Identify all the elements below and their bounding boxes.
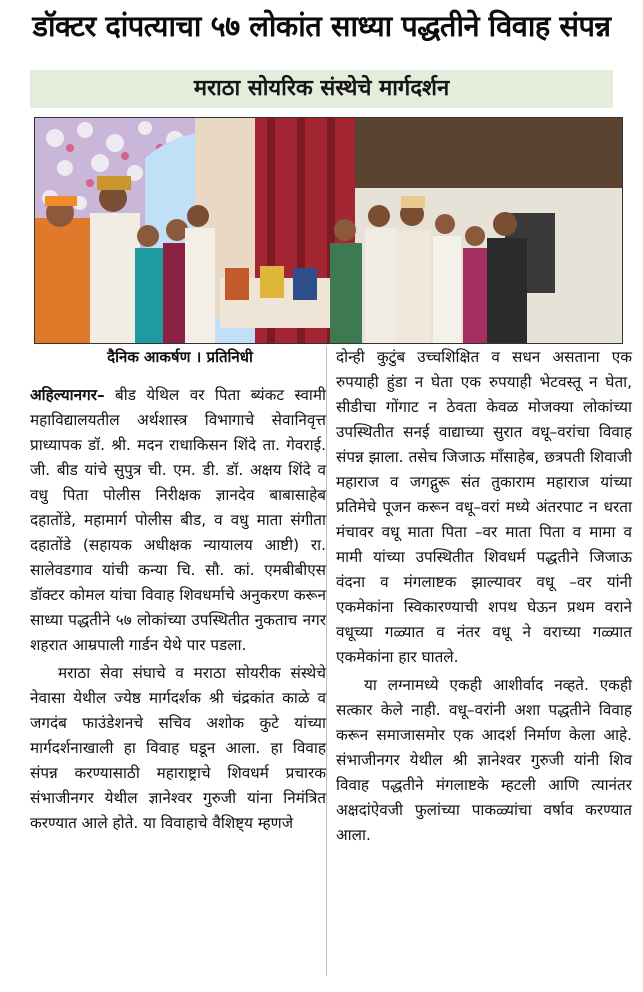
article-paragraph xyxy=(30,383,326,658)
article-column-left xyxy=(30,383,326,839)
dateline: अहिल्यानगर– xyxy=(30,386,105,404)
article-paragraph: मराठा सेवा संघाचे व मराठा सोयरीक संस्थेचे नेवासा येथील ज्येष्ठ मार्गदर्शक श्री चंद्रकांत काळे व जगदंब फाउंडेशनचे सचिव अशोक कुटे यांच्या मार्गदर्शनाखाली हा विवाह घडून आला. हा विवाह संपन्न करण्यासाठी महाराष्ट्राचे शिवधर्म प्रचारक संभाजीनगर येथील ज्ञानेश्वर गुरुजी यांना निमंत्रित करण्यात आले होते. या विवाहाचे वैशिष्ट्य म्हणजे xyxy=(30,664,326,832)
byline: दैनिक आकर्षण । प्रतिनिधी xyxy=(107,348,253,366)
article-paragraph: दोन्ही कुटुंब उच्चशिक्षित व सधन असताना एक रुपयाही हुंडा न घेता एक रुपयाही भेटवस्तू न घेता, सीडीचा गोंगाट न ठेवता केवळ मोजक्या लोकांच्या उपस्थितीत सनई वाद्याच्या सुरात वधू–वरांचा विवाह संपन्न झाला. तसेच जिजाऊ माँसाहेब, छत्रपती शिवाजी महाराज व जगद्गुरू संत तुकाराम महाराज यांच्या प्रतिमेचे पूजन करून वधू–वरां मध्ये अंतरपाट न धरता मंचावर वधू माता पिता –वर माता पिता व मामा व मामी यांच्या उपस्थितीत शिवधर्म पद्धतीने जिजाऊ वंदना व मंगलाष्टक झाल्यावर वधू –वर यांनी एकमेकांना स्विकारण्याची शपथ घेऊन प्रथम वराने वधूच्या गळ्यात व नंतर वधू ने वराच्या गळ्यात एकमेकांना हार घातले. xyxy=(336,348,632,666)
wedding-photo xyxy=(34,117,623,344)
column-divider xyxy=(326,346,327,976)
headline: डॉक्टर दांपत्याचा ५७ लोकांत साध्या पद्धतीने विवाह संपन्न xyxy=(32,9,611,43)
article-column-right xyxy=(336,345,632,851)
article-paragraph: या लग्नामध्ये एकही आशीर्वाद नव्हते. एकही सत्कार केले नाही. वधू–वरांनी अशा पद्धतीने विवाह करून समाजासमोर एक आदर्श निर्माण केला आहे. संभाजीनगर येथील श्री ज्ञानेश्वर गुरुजी यांनी शिव विवाह पद्धतीने मंगलाष्टके म्हटली आणि त्यानंतर अक्षदांऐवजी फुलांच्या पाकळ्यांचा वर्षाव करण्यात आला. xyxy=(336,676,632,844)
subheadline: मराठा सोयरिक संस्थेचे मार्गदर्शन xyxy=(30,70,613,108)
article-text: बीड येथिल वर पिता ब्यंकट स्वामी महाविद्यालयतील अर्थशास्त्र विभागाचे सेवानिवृत्त प्राध्यापक डॉ. श्री. मदन राधाकिसन शिंदे ता. गेवराई. जी. बीड यांचे सुपुत्र ची. एम. डी. डॉ. अक्षय शिंदे व वधु पिता पोलीस निरीक्षक ज्ञानदेव बाबासाहेब दहातोंडे, महामार्ग पोलीस बीड, व वधु माता संगीता दहातोंडे (सहायक अधीक्षक न्यायालय आष्टी) रा. सालेवडगाव यांची कन्या चि. सौ. कां. एमबीबीएस डॉक्टर कोमल यांचा विवाह शिवधर्माचे अनुकरण करून साध्या पद्धतीने ५७ लोकांच्या उपस्थितीत नुकताच नगर शहरात आम्रपाली गार्डन येथे पार पडला. xyxy=(30,386,326,654)
